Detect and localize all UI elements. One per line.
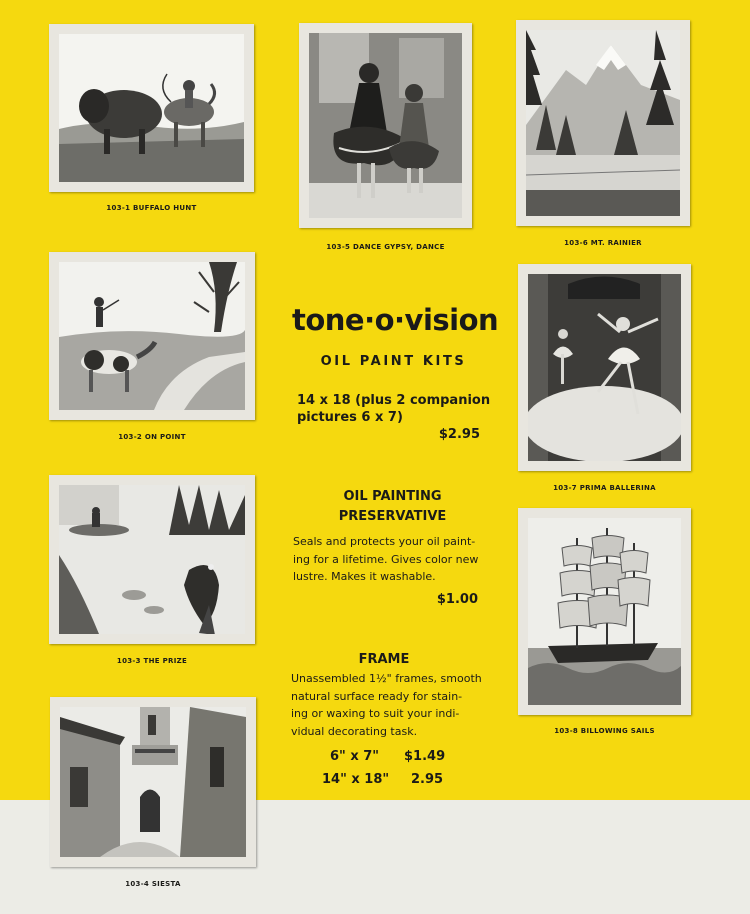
painting-card-prima-ballerina [518, 264, 691, 471]
caption-prima-ballerina: 103-7 PRIMA BALLERINA [553, 484, 656, 492]
preservative-title-line2: PRESERVATIVE [338, 509, 447, 524]
preservative-description [293, 533, 493, 586]
painting-card-buffalo-hunt [49, 24, 254, 192]
kit-size-text: 14 x 18 (plus 2 companion pictures 6 x 7) [297, 393, 491, 425]
preservative-line: Seals and protects your oil paint- [293, 535, 476, 548]
frame-line: Unassembled 1½" frames, smooth [291, 672, 482, 685]
caption-on-point: 103-2 ON POINT [118, 433, 186, 441]
painting-card-mt-rainier [516, 20, 690, 226]
frame-line: natural surface ready for stain- [291, 689, 463, 703]
painting-card-siesta [50, 697, 256, 867]
preservative-line: lustre. Makes it washable. [293, 570, 436, 583]
frame-size-large: 14" x 18" [322, 772, 390, 787]
billowing-sails-picture [528, 518, 681, 705]
frame-title: FRAME [358, 652, 410, 667]
frame-description [291, 670, 491, 740]
kit-price: $2.95 [438, 427, 480, 442]
caption-siesta: 103-4 SIESTA [125, 880, 181, 888]
buffalo-hunt-picture [59, 34, 244, 182]
preservative-price: $1.00 [436, 592, 478, 607]
frame-price-large: 2.95 [411, 772, 444, 787]
prima-ballerina-picture [528, 274, 681, 461]
painting-card-the-prize [49, 475, 255, 644]
caption-mt-rainier: 103-6 MT. RAINIER [564, 239, 642, 247]
siesta-picture [60, 707, 246, 857]
painting-card-dance-gypsy [299, 23, 472, 228]
caption-the-prize: 103-3 THE PRIZE [116, 657, 188, 665]
brand-logo-text: tone·o·vision [292, 303, 499, 337]
frame-line: ing or waxing to suit your indi- [291, 707, 460, 720]
dance-gypsy-picture [309, 33, 462, 218]
the-prize-picture [59, 485, 245, 634]
preservative-title-line1: OIL PAINTING [343, 489, 442, 504]
mt-rainier-picture [526, 30, 680, 216]
painting-card-on-point [49, 252, 255, 420]
caption-dance-gypsy: 103-5 DANCE GYPSY, DANCE [326, 243, 445, 251]
frame-line: vidual decorating task. [291, 724, 418, 738]
caption-billowing-sails: 103-8 BILLOWING SAILS [554, 727, 655, 735]
on-point-picture [59, 262, 245, 410]
painting-card-billowing-sails [518, 508, 691, 715]
caption-buffalo-hunt: 103-1 BUFFALO HUNT [106, 204, 197, 212]
frame-price-small: $1.49 [404, 749, 446, 764]
frame-size-small: 6" x 7" [330, 749, 380, 764]
oil-paint-kits-title: OIL PAINT KITS [320, 354, 467, 369]
preservative-line: ing for a lifetime. Gives color new [293, 552, 479, 566]
